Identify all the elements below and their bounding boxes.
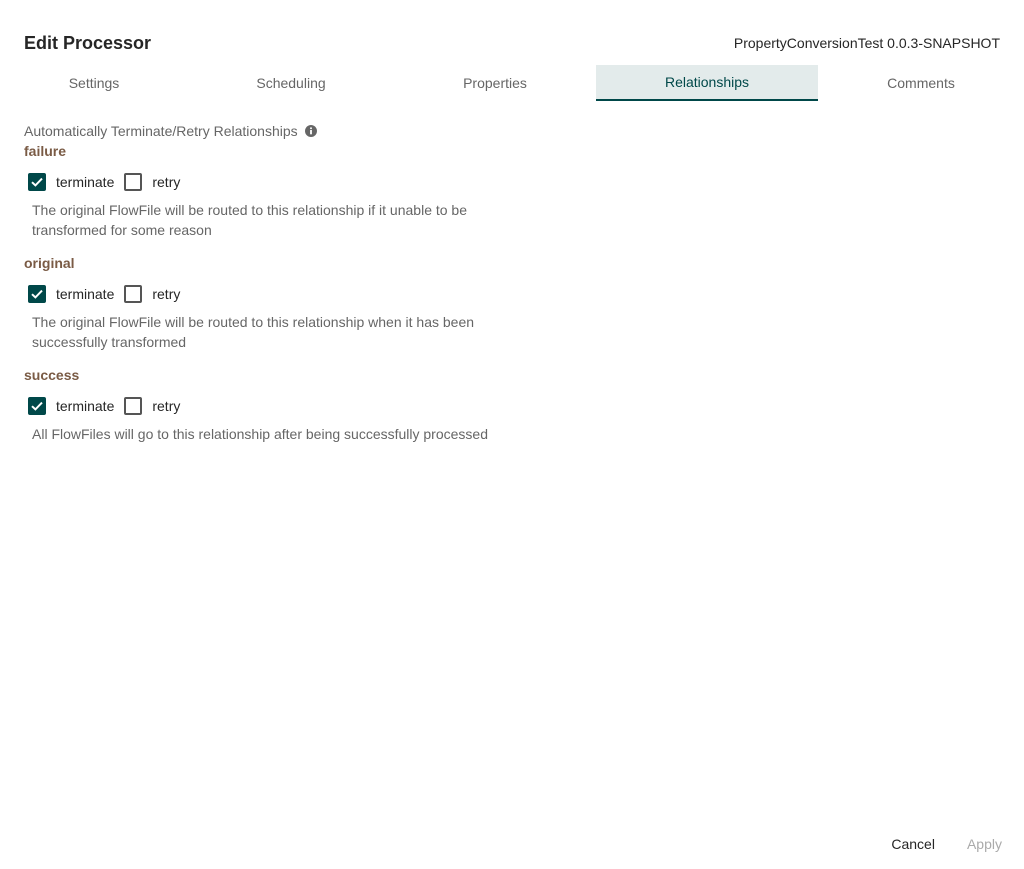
dialog-title: Edit Processor (24, 32, 152, 53)
tab-label: Settings (68, 75, 120, 91)
retry-checkbox[interactable] (124, 397, 142, 415)
check-icon (30, 175, 44, 189)
retry-option[interactable] (124, 285, 180, 303)
tab-label: Comments (887, 75, 955, 91)
info-circle-icon[interactable] (305, 125, 317, 137)
tab-scheduling[interactable] (188, 65, 394, 101)
relationship-options (24, 282, 584, 306)
tab-comments[interactable] (818, 65, 1024, 101)
terminate-option[interactable] (28, 285, 114, 303)
tab-settings[interactable] (0, 65, 188, 101)
section-title-text: Automatically Terminate/Retry Relationships (24, 123, 298, 139)
apply-button[interactable]: Apply (966, 836, 1002, 852)
terminate-label: terminate (56, 286, 115, 302)
tab-relationships[interactable] (596, 65, 818, 101)
dialog-footer (859, 836, 1002, 852)
relationship-name: failure (24, 143, 67, 159)
retry-label: retry (152, 174, 181, 190)
terminate-checkbox[interactable] (28, 285, 46, 303)
terminate-checkbox[interactable] (28, 397, 46, 415)
relationship-options (24, 170, 584, 194)
relationship-failure (24, 140, 584, 240)
retry-label: retry (152, 398, 181, 414)
tab-label: Scheduling (256, 75, 326, 91)
retry-option[interactable] (124, 173, 180, 191)
relationship-description: All FlowFiles will go to this relationship after being successfully processed (32, 426, 488, 442)
retry-option[interactable] (124, 397, 180, 415)
relationship-options (24, 394, 584, 418)
check-icon (30, 287, 44, 301)
retry-label: retry (152, 286, 181, 302)
tab-bar (0, 65, 1024, 101)
retry-checkbox[interactable] (124, 285, 142, 303)
terminate-option[interactable] (28, 173, 114, 191)
terminate-option[interactable] (28, 397, 114, 415)
relationship-name: original (24, 255, 75, 271)
relationship-description: The original FlowFile will be routed to this relationship if it unable to be transformed for some reason (32, 202, 468, 238)
relationship-success (24, 364, 584, 444)
component-name: PropertyConversionTest 0.0.3-SNAPSHOT (733, 35, 1000, 51)
section-title (24, 122, 584, 140)
retry-checkbox[interactable] (124, 173, 142, 191)
relationship-original (24, 252, 584, 352)
cancel-button[interactable]: Cancel (891, 836, 935, 852)
terminate-label: terminate (56, 174, 115, 190)
tab-label: Properties (463, 75, 527, 91)
terminate-checkbox[interactable] (28, 173, 46, 191)
relationships-panel (24, 122, 584, 444)
terminate-label: terminate (56, 398, 115, 414)
dialog-header (24, 30, 1000, 56)
check-icon (30, 399, 44, 413)
tab-properties[interactable] (394, 65, 596, 101)
relationship-description: The original FlowFile will be routed to this relationship when it has been successfully transformed (32, 314, 475, 350)
relationship-name: success (24, 367, 80, 383)
tab-label: Relationships (664, 74, 750, 90)
